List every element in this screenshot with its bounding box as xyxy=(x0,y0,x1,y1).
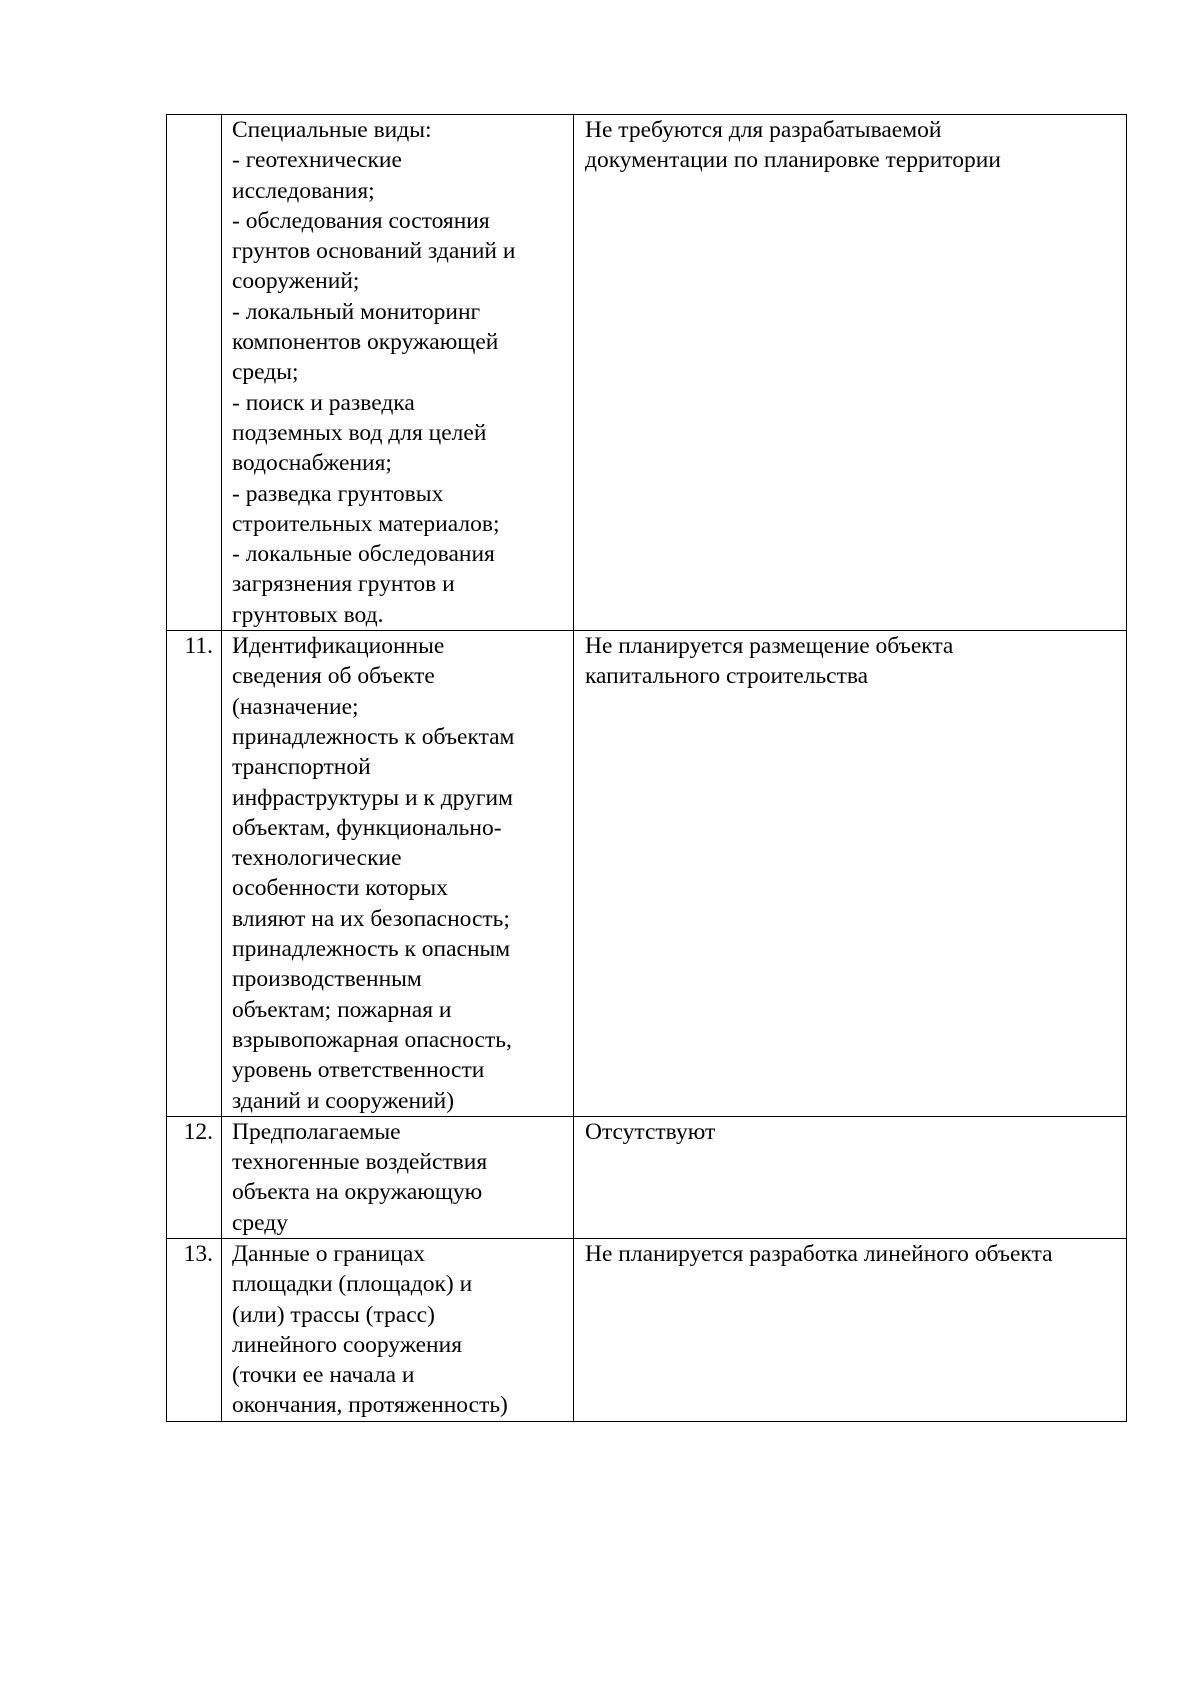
table-row xyxy=(167,1116,1127,1238)
text-line: линейного сооружения xyxy=(232,1331,463,1358)
text-line: - обследования состояния xyxy=(232,207,490,234)
text-line: транспортной xyxy=(232,754,371,781)
text-line: - локальные обследования xyxy=(232,541,495,568)
text-line: (или) трассы (трасс) xyxy=(232,1301,435,1328)
text-line: принадлежность к объектам xyxy=(232,723,515,750)
row-name xyxy=(222,631,574,1117)
row-number: 12. xyxy=(167,1116,222,1238)
text-line: Не требуются для разрабатываемой xyxy=(585,117,942,143)
text-line: (точки ее начала и xyxy=(232,1362,415,1389)
text-line: объектам, функционально- xyxy=(232,814,502,841)
text-line: Не планируется размещение объекта xyxy=(585,633,954,660)
text-line: сведения об объекте xyxy=(232,663,435,690)
text-line: зданий и сооружений) xyxy=(232,1087,455,1114)
text-line: объекта на окружающую xyxy=(232,1179,483,1206)
text-line: площадки (площадок) и xyxy=(232,1271,473,1298)
text-line: технологические xyxy=(232,845,402,872)
text-line: взрывопожарная опасность, xyxy=(232,1026,512,1053)
row-name xyxy=(222,1238,574,1421)
text-line: производственным xyxy=(232,966,422,993)
text-line: - поиск и разведка xyxy=(232,389,415,416)
row-value xyxy=(574,631,1127,1117)
text-line: подземных вод для целей xyxy=(232,419,487,446)
row-number: 11. xyxy=(167,631,222,1117)
table-row xyxy=(167,1238,1127,1421)
text-line: особенности которых xyxy=(232,875,448,902)
text-line: влияют на их безопасность; xyxy=(232,905,510,932)
text-line: окончания, протяженность) xyxy=(232,1392,508,1419)
table-row xyxy=(167,631,1127,1117)
row-name xyxy=(222,115,574,631)
text-line: документации по планировке территории xyxy=(585,147,1001,174)
text-line: среды; xyxy=(232,359,299,386)
text-line: грунтовых вод. xyxy=(232,601,384,628)
text-line: Не планируется разработка линейного объекта xyxy=(585,1240,1053,1267)
row-value xyxy=(574,1238,1127,1421)
text-line: водоснабжения; xyxy=(232,450,392,477)
text-line: Предполагаемые xyxy=(232,1118,401,1145)
text-line: Идентификационные xyxy=(232,633,445,660)
requirements-table xyxy=(166,114,1127,1422)
text-line: компонентов окружающей xyxy=(232,329,499,356)
text-line: техногенные воздействия xyxy=(232,1149,488,1176)
row-value xyxy=(574,1116,1127,1238)
text-line: среду xyxy=(232,1209,289,1236)
row-number xyxy=(167,115,222,631)
text-line: строительных материалов; xyxy=(232,510,500,537)
text-line: - разведка грунтовых xyxy=(232,480,444,507)
text-line: (назначение; xyxy=(232,693,359,720)
text-line: уровень ответственности xyxy=(232,1057,485,1084)
text-line: грунтов оснований зданий и xyxy=(232,238,516,265)
text-line: Специальные виды: xyxy=(232,117,432,143)
text-line: принадлежность к опасным xyxy=(232,936,511,963)
text-line: объектам; пожарная и xyxy=(232,996,452,1023)
text-line: сооружений; xyxy=(232,268,360,295)
text-line: Данные о границах xyxy=(232,1240,426,1267)
row-number: 13. xyxy=(167,1238,222,1421)
row-name xyxy=(222,1116,574,1238)
text-line: - геотехнические xyxy=(232,147,402,174)
row-value xyxy=(574,115,1127,631)
text-line: исследования; xyxy=(232,177,375,204)
text-line: загрязнения грунтов и xyxy=(232,571,455,598)
table-row xyxy=(167,115,1127,631)
text-line: инфраструктуры и к другим xyxy=(232,784,513,811)
text-line: - локальный мониторинг xyxy=(232,298,481,325)
text-line: капитального строительства xyxy=(585,663,869,690)
text-line: Отсутствуют xyxy=(585,1118,716,1145)
